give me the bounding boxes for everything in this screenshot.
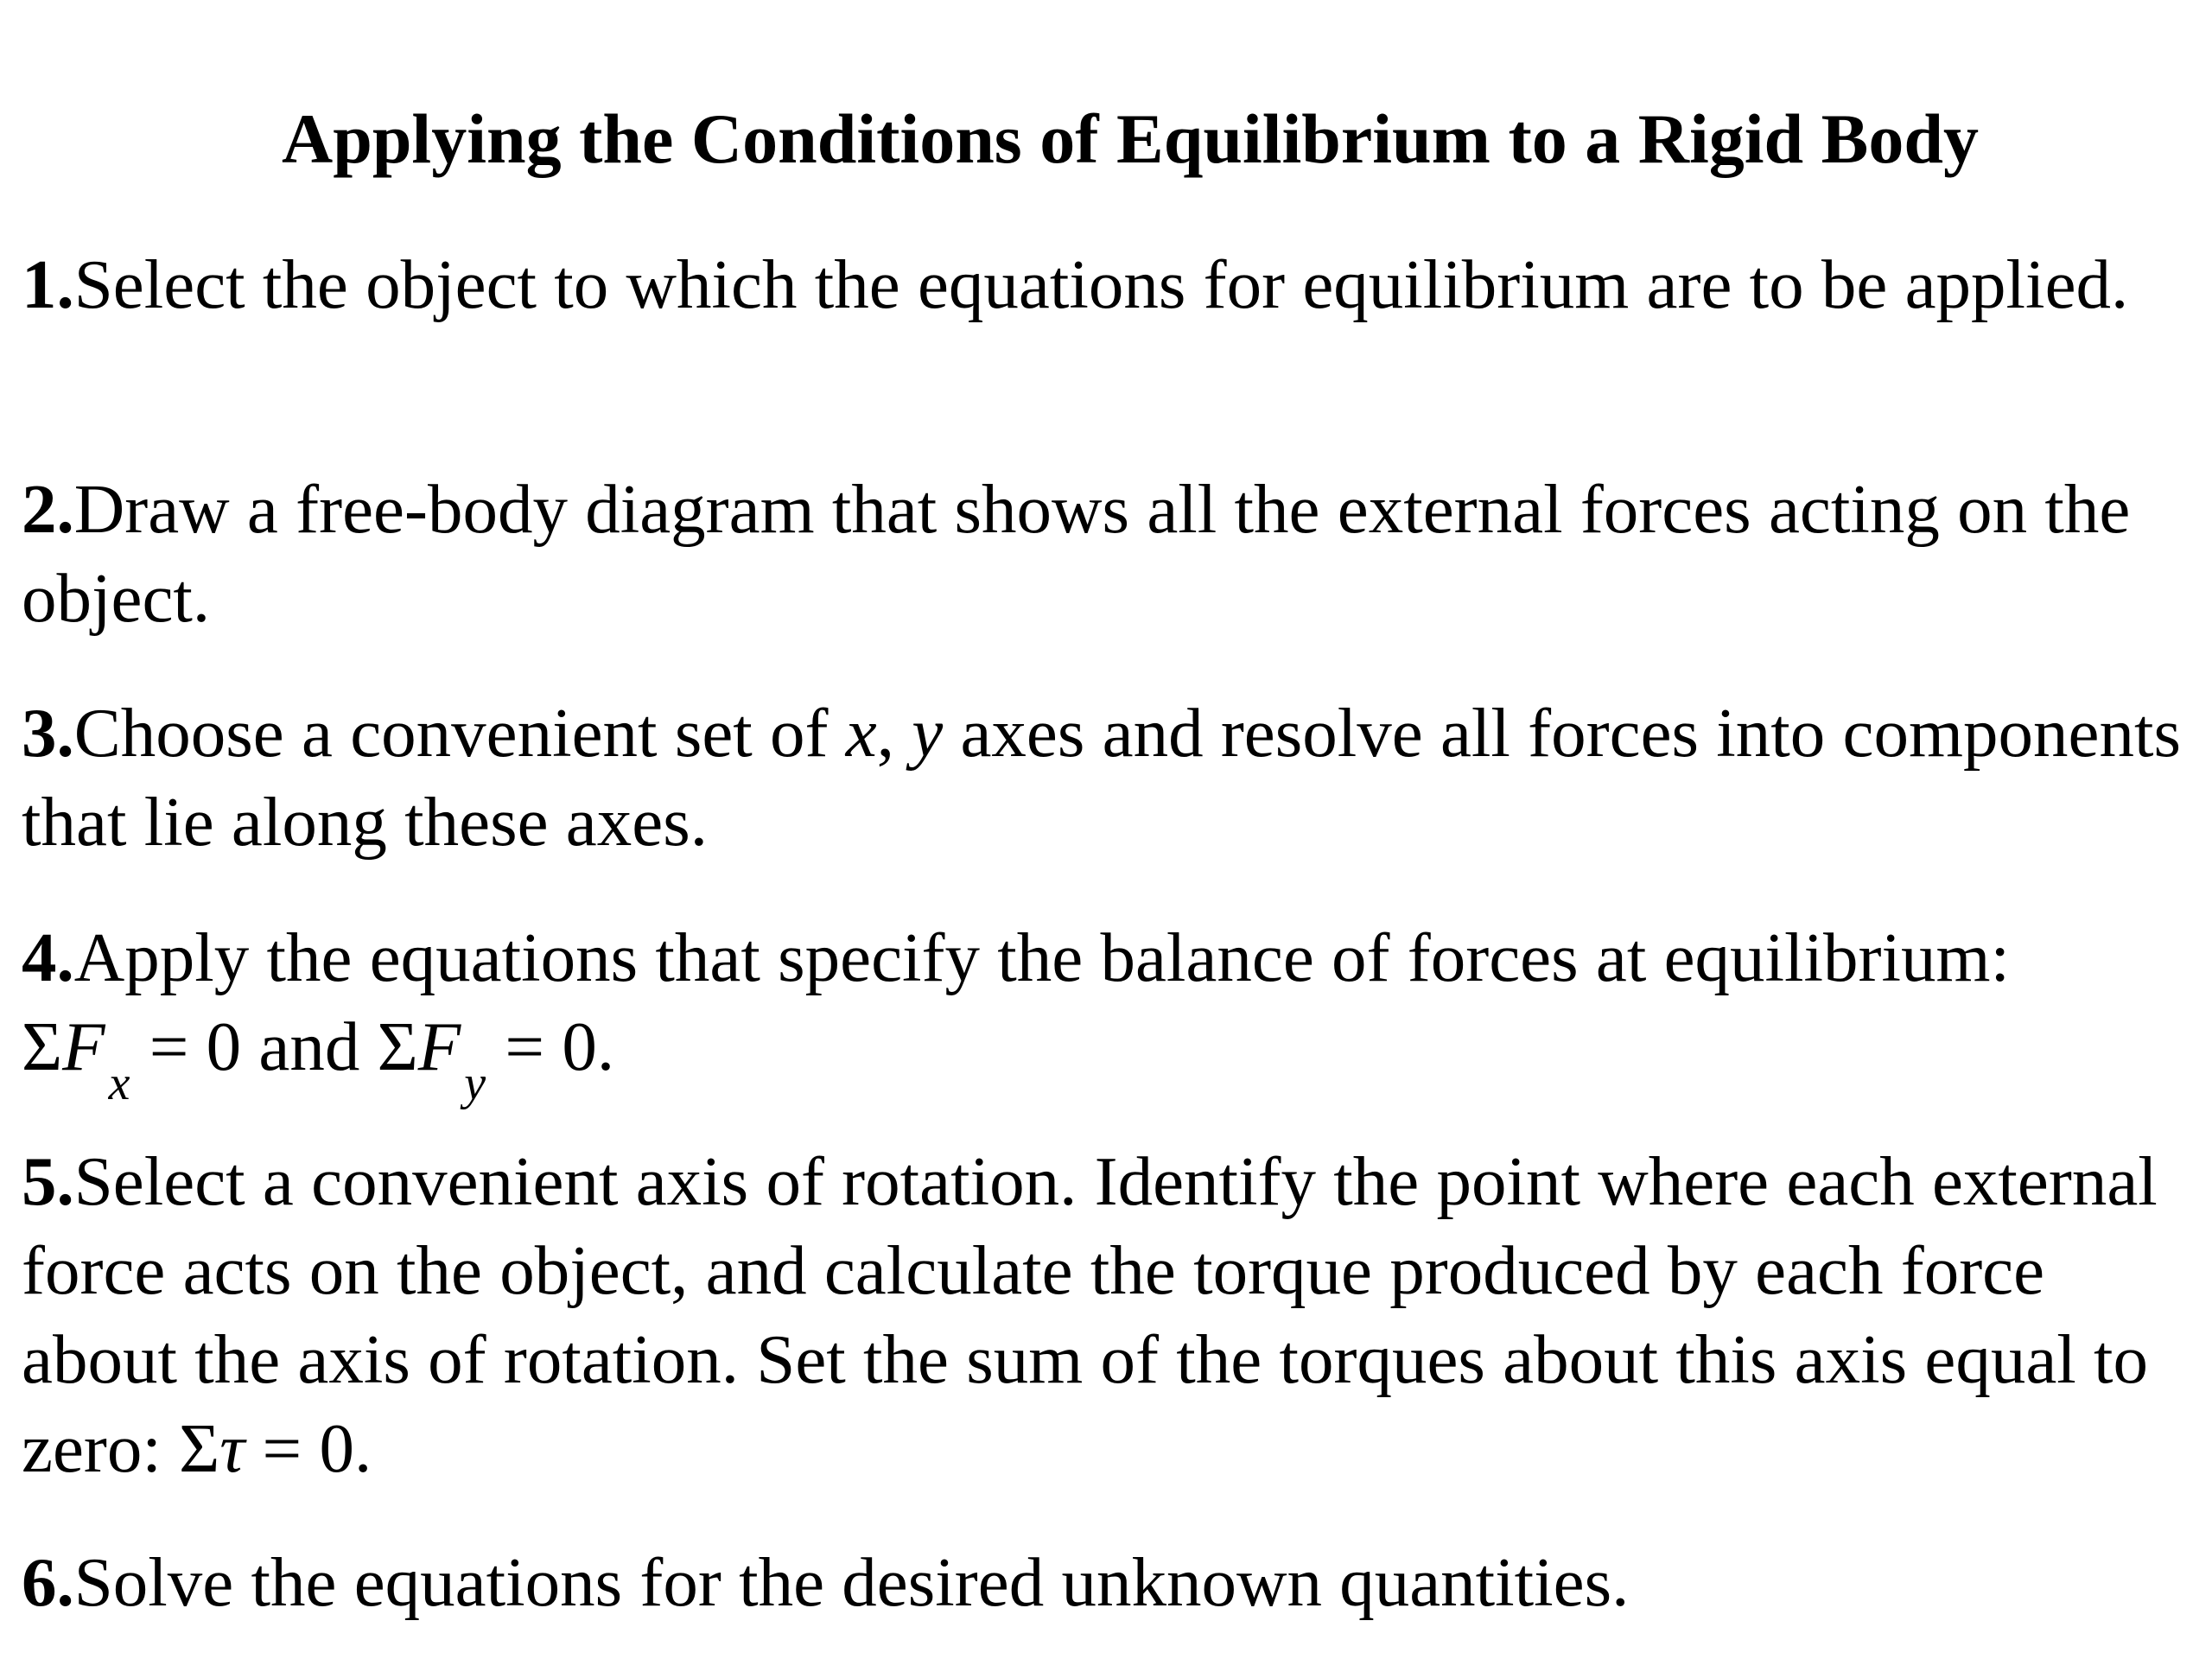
step-2 xyxy=(22,465,2199,643)
sigma-symbol: Σ xyxy=(179,1409,220,1487)
step-number: 4. xyxy=(22,918,74,996)
variable-y: y xyxy=(912,694,944,772)
step-number: 3. xyxy=(22,694,74,772)
equation-text: = 0. xyxy=(245,1409,372,1487)
subscript-x: x xyxy=(108,1057,130,1110)
step-6 xyxy=(22,1538,2199,1627)
tau-symbol: τ xyxy=(219,1409,245,1487)
slide-title: Applying the Conditions of Equilibrium to a Rigid Body xyxy=(282,99,1979,178)
step-line xyxy=(22,913,2199,1002)
step-number: 2. xyxy=(22,470,74,548)
sigma-symbol: Σ xyxy=(22,1007,63,1085)
variable-x: x xyxy=(845,694,877,772)
step-text: Choose a convenient set of xyxy=(73,694,846,772)
force-symbol: F xyxy=(62,1007,105,1085)
step-1 xyxy=(22,240,2199,329)
step-number: 6. xyxy=(22,1543,74,1621)
step-number: 5. xyxy=(22,1142,74,1220)
step-5 xyxy=(22,1137,2199,1493)
force-symbol: F xyxy=(417,1007,461,1085)
subscript-y: y xyxy=(464,1057,486,1110)
step-text: Solve the equations for the desired unknown quantities. xyxy=(73,1543,1630,1621)
step-text: Apply the equations that specify the balance of forces at equilibrium: xyxy=(73,918,2011,996)
sigma-symbol: Σ xyxy=(377,1007,418,1085)
step-text: Draw a free-body diagram that shows all the external forces acting on the object. xyxy=(22,470,2131,637)
step-text: axes and resolve all forces into components that lie along these axes. xyxy=(22,694,2181,861)
step-text: Select a convenient axis of rotation. Identify the point where each external force acts on the object, and calculate the torque produced by each force about the axis of rotation. Set the sum of the torques about this axis equal to zero: xyxy=(22,1142,2158,1487)
step-4 xyxy=(22,913,2199,1110)
force-balance-equation xyxy=(22,1002,2199,1110)
step-text: Select the object to which the equations for equilibrium are to be applied. xyxy=(73,245,2129,323)
step-number: 1. xyxy=(22,245,74,323)
step-3 xyxy=(22,689,2199,867)
equation-text: = 0 and xyxy=(131,1007,378,1085)
step-text: , xyxy=(876,694,912,772)
equation-text: = 0. xyxy=(487,1007,615,1085)
